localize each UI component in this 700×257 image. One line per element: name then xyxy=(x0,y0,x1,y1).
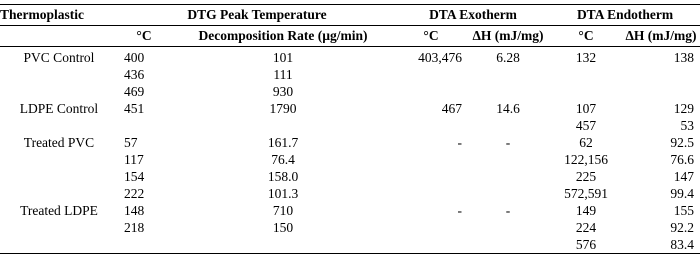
endotherm-temperature-cell: 132 xyxy=(575,50,597,65)
endotherm-dh-cell: 155 xyxy=(673,203,695,218)
table-row xyxy=(0,134,700,151)
dtg-peak-temperature-header: DTG Peak Temperature xyxy=(118,5,396,26)
exotherm-dh-cell xyxy=(466,151,550,168)
dtg-temperature-cell: 222 xyxy=(124,186,145,201)
exotherm-temperature-cell xyxy=(396,236,466,254)
exotherm-dh-cell xyxy=(466,236,550,254)
endotherm-dh-cell: 53 xyxy=(680,118,695,133)
table-row xyxy=(0,83,700,100)
table-row xyxy=(0,117,700,134)
endotherm-temperature-cell: 62 xyxy=(579,135,593,150)
table-row xyxy=(0,100,700,117)
header-row-groups xyxy=(0,5,700,26)
exotherm-dh-cell xyxy=(466,168,550,185)
decomposition-rate-cell xyxy=(170,117,396,134)
endotherm-dh-cell: 138 xyxy=(673,50,695,65)
endotherm-temperature-cell xyxy=(550,66,622,83)
dtg-temperature-cell: 154 xyxy=(124,169,145,184)
dta-endotherm-header: DTA Endotherm xyxy=(550,5,700,26)
table-row xyxy=(0,236,700,254)
dta-exotherm-header: DTA Exotherm xyxy=(396,5,550,26)
thermoplastic-cell xyxy=(0,236,118,254)
endotherm-temperature-cell: 225 xyxy=(575,169,597,184)
dtg-temperature-cell: 148 xyxy=(124,203,145,218)
decomposition-rate-cell: 76.4 xyxy=(271,152,295,167)
thermoplastic-cell xyxy=(0,83,118,100)
endotherm-dh-cell: 92.5 xyxy=(670,135,695,150)
dtg-temperature-cell: 469 xyxy=(124,84,145,99)
endotherm-dh-cell: 76.6 xyxy=(670,152,695,167)
decomposition-rate-cell: 101 xyxy=(272,50,294,65)
dtg-temperature-cell xyxy=(118,236,170,254)
thermoplastic-subheader-empty xyxy=(0,26,118,47)
thermoplastic-cell: Treated PVC xyxy=(23,135,95,150)
decomposition-rate-cell xyxy=(170,236,396,254)
thermoplastic-cell xyxy=(0,219,118,236)
thermoplastic-header: Thermoplastic xyxy=(0,5,118,26)
table-row xyxy=(0,66,700,83)
exotherm-dh-cell xyxy=(466,66,550,83)
exotherm-temperature-cell: 403,476 xyxy=(418,50,462,65)
exotherm-temperature-cell xyxy=(396,219,466,236)
endotherm-dh-cell: 147 xyxy=(673,169,695,184)
thermoplastic-cell xyxy=(0,185,118,202)
thermal-analysis-table xyxy=(0,4,700,254)
decomposition-rate-cell: 101.3 xyxy=(267,186,299,201)
exotherm-temperature-cell xyxy=(396,83,466,100)
thermoplastic-cell: PVC Control xyxy=(23,50,95,65)
endotherm-temperature-cell: 224 xyxy=(575,220,597,235)
dtg-temperature-cell: 117 xyxy=(124,152,144,167)
header-row-units xyxy=(0,26,700,47)
exotherm-dh-cell xyxy=(466,185,550,202)
endotherm-temperature-cell: 457 xyxy=(575,118,597,133)
exotherm-dh-cell: - xyxy=(505,135,511,150)
dtg-temperature-cell: 218 xyxy=(124,220,145,235)
decomposition-rate-cell: 111 xyxy=(273,67,293,82)
dtg-temperature-cell: 400 xyxy=(124,50,145,65)
thermoplastic-cell xyxy=(0,168,118,185)
decomposition-rate-cell: 158.0 xyxy=(267,169,299,184)
exotherm-dh-cell: 14.6 xyxy=(496,101,520,116)
endotherm-dh-cell xyxy=(622,66,700,83)
endo-dh-header: ΔH (mJ/mg) xyxy=(622,26,700,47)
exotherm-dh-cell: - xyxy=(505,203,511,218)
endo-temp-unit-header: °C xyxy=(550,26,622,47)
exotherm-temperature-cell: - xyxy=(457,203,462,218)
exotherm-temperature-cell xyxy=(396,151,466,168)
endotherm-temperature-cell xyxy=(550,83,622,100)
table-row xyxy=(0,219,700,236)
endotherm-temperature-cell: 149 xyxy=(575,203,597,218)
exotherm-temperature-cell xyxy=(396,185,466,202)
endotherm-temperature-cell: 122,156 xyxy=(564,152,608,167)
dtg-temperature-cell: 436 xyxy=(124,67,145,82)
table-row xyxy=(0,185,700,202)
endotherm-temperature-cell: 572,591 xyxy=(564,186,608,201)
table-row xyxy=(0,202,700,219)
endotherm-temperature-cell: 107 xyxy=(575,101,597,116)
dtg-temp-unit-header: °C xyxy=(118,26,170,47)
endotherm-temperature-cell: 576 xyxy=(550,236,622,254)
decomposition-rate-cell: 150 xyxy=(272,220,294,235)
exotherm-temperature-cell xyxy=(396,66,466,83)
exotherm-temperature-cell xyxy=(396,168,466,185)
exo-temp-unit-header: °C xyxy=(396,26,466,47)
decomposition-rate-header: Decomposition Rate (µg/min) xyxy=(170,26,396,47)
decomposition-rate-cell: 710 xyxy=(272,203,294,218)
table-header xyxy=(0,5,700,47)
decomposition-rate-cell: 1790 xyxy=(269,101,297,116)
thermoplastic-cell xyxy=(0,151,118,168)
dtg-temperature-cell xyxy=(118,117,170,134)
thermoplastic-cell xyxy=(0,117,118,134)
exo-dh-header: ΔH (mJ/mg) xyxy=(466,26,550,47)
thermoplastic-cell: Treated LDPE xyxy=(20,203,98,218)
table-caption-fragment xyxy=(0,0,700,4)
exotherm-dh-cell: 6.28 xyxy=(496,50,520,65)
endotherm-dh-cell: 83.4 xyxy=(622,236,700,254)
endotherm-dh-cell: 129 xyxy=(673,101,695,116)
decomposition-rate-cell: 161.7 xyxy=(267,135,299,150)
table-row xyxy=(0,47,700,67)
dtg-temperature-cell: 451 xyxy=(124,101,145,116)
exotherm-temperature-cell: 467 xyxy=(441,101,462,116)
exotherm-dh-cell xyxy=(466,83,550,100)
endotherm-dh-cell xyxy=(622,83,700,100)
exotherm-dh-cell xyxy=(466,219,550,236)
thermoplastic-cell xyxy=(0,66,118,83)
endotherm-dh-cell: 92.2 xyxy=(670,220,695,235)
exotherm-temperature-cell: - xyxy=(457,135,462,150)
dtg-temperature-cell: 57 xyxy=(124,135,138,150)
exotherm-temperature-cell xyxy=(396,117,466,134)
decomposition-rate-cell: 930 xyxy=(272,84,294,99)
endotherm-dh-cell: 99.4 xyxy=(670,186,695,201)
exotherm-dh-cell xyxy=(466,117,550,134)
thermoplastic-cell: LDPE Control xyxy=(19,101,99,116)
table-row xyxy=(0,151,700,168)
table-row xyxy=(0,168,700,185)
table-body xyxy=(0,47,700,254)
